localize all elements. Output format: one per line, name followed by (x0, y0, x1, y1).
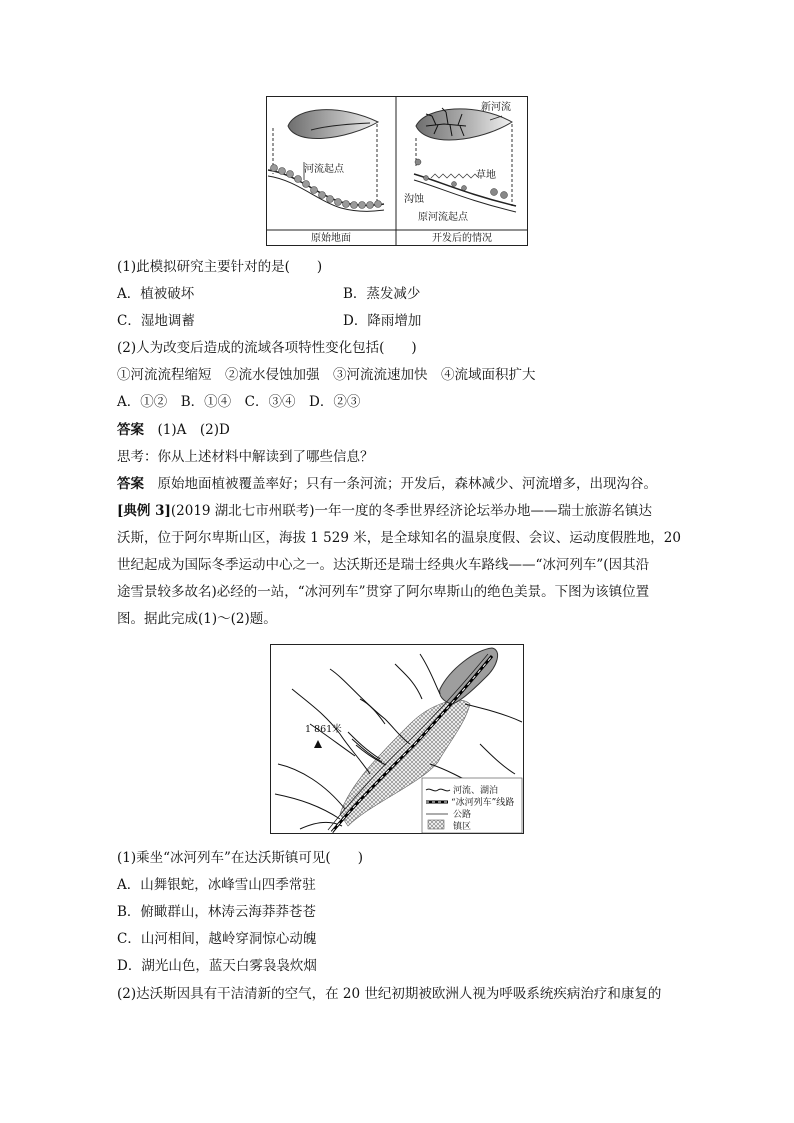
river-start-label: 河流起点 (304, 164, 344, 175)
q3-option-a[interactable]: A．山舞银蛇，冰峰雪山四季常驻 (117, 877, 316, 893)
example3-line-4: 途雪景较多故名)必经的一站，“冰河列车”贯穿了阿尔卑斯山的绝色美景。下图为该镇位置 (117, 584, 650, 600)
legend-town: 镇区 (453, 822, 472, 832)
legend-road: 公路 (453, 810, 472, 820)
q1-option-a[interactable]: A．植被破坏 (117, 286, 195, 302)
caption-after: 开发后的情况 (432, 233, 492, 244)
peak-label: 1 861米 (305, 724, 342, 735)
example3-text: (2019 湖北七市州联考)一年一度的冬季世界经济论坛举办地——瑞士旅游名镇达 (170, 503, 653, 519)
think-question: 思考：你从上述材料中解读到了哪些信息？ (117, 449, 374, 465)
q1-option-d[interactable]: D．降雨增加 (343, 313, 422, 329)
example3-line-1 (117, 501, 652, 521)
example3-tag: [典例 3] (117, 503, 171, 519)
caption-original: 原始地面 (311, 233, 351, 244)
answer-text: 原始地面植被覆盖率好；只有一条河流；开发后，森林减少、河流增多，出现沟谷。 (157, 476, 657, 492)
q4-stem: (2)达沃斯因具有干洁清新的空气，在 20 世纪初期被欧洲人视为呼吸系统疾病治疗和康复的 (117, 986, 662, 1002)
answer-label: 答案 (117, 422, 144, 438)
example3-line-2: 沃斯，位于阿尔卑斯山区，海拔 1 529 米，是全球知名的温泉度假、会议、运动度假胜地，20 (117, 530, 681, 546)
q1-options-row1 (117, 284, 420, 304)
answer-block-1 (117, 420, 230, 440)
q2-stem: (2)人为改变后造成的流域各项特性变化包括( ) (117, 340, 417, 356)
figure-landscape-comparison (266, 96, 528, 246)
example3-line-5: 图。据此完成(1)～(2)题。 (117, 611, 277, 627)
q3-option-c[interactable]: C．山河相间，越岭穿洞惊心动魄 (117, 931, 317, 947)
q2-items: ①河流流程缩短 ②流水侵蚀加强 ③河流流速加快 ④流域面积扩大 (117, 367, 536, 383)
q2-options[interactable]: A．①② B．①④ C．③④ D．②③ (117, 394, 361, 410)
q3-option-b[interactable]: B．俯瞰群山，林涛云海莽莽苍苍 (117, 904, 316, 920)
q1-option-b[interactable]: B．蒸发减少 (343, 286, 421, 302)
gully-label: 沟蚀 (404, 194, 424, 205)
legend-river: 河流、湖泊 (453, 786, 499, 796)
answer-text: (1)A (2)D (157, 422, 230, 438)
davos-location-map (270, 644, 524, 834)
orig-river-start-label: 原河流起点 (418, 212, 468, 223)
legend-railway: “冰河列车”线路 (451, 798, 515, 808)
answer-block-2 (117, 474, 657, 494)
q1-options-row2 (117, 311, 421, 331)
map-legend (422, 778, 522, 833)
answer-label: 答案 (117, 476, 144, 492)
q1-stem: (1)此模拟研究主要针对的是( ) (117, 259, 323, 275)
q3-stem: (1)乘坐“冰河列车”在达沃斯镇可见( ) (117, 850, 363, 866)
new-river-label: 新河流 (481, 102, 511, 113)
grassland-label: 草地 (476, 170, 496, 181)
q3-option-d[interactable]: D．湖光山色，蓝天白雾袅袅炊烟 (117, 958, 317, 974)
example3-line-3: 世纪起成为国际冬季运动中心之一。达沃斯还是瑞士经典火车路线——“冰河列车”(因其沿 (117, 557, 650, 573)
q1-option-c[interactable]: C．湿地调蓄 (117, 313, 195, 329)
